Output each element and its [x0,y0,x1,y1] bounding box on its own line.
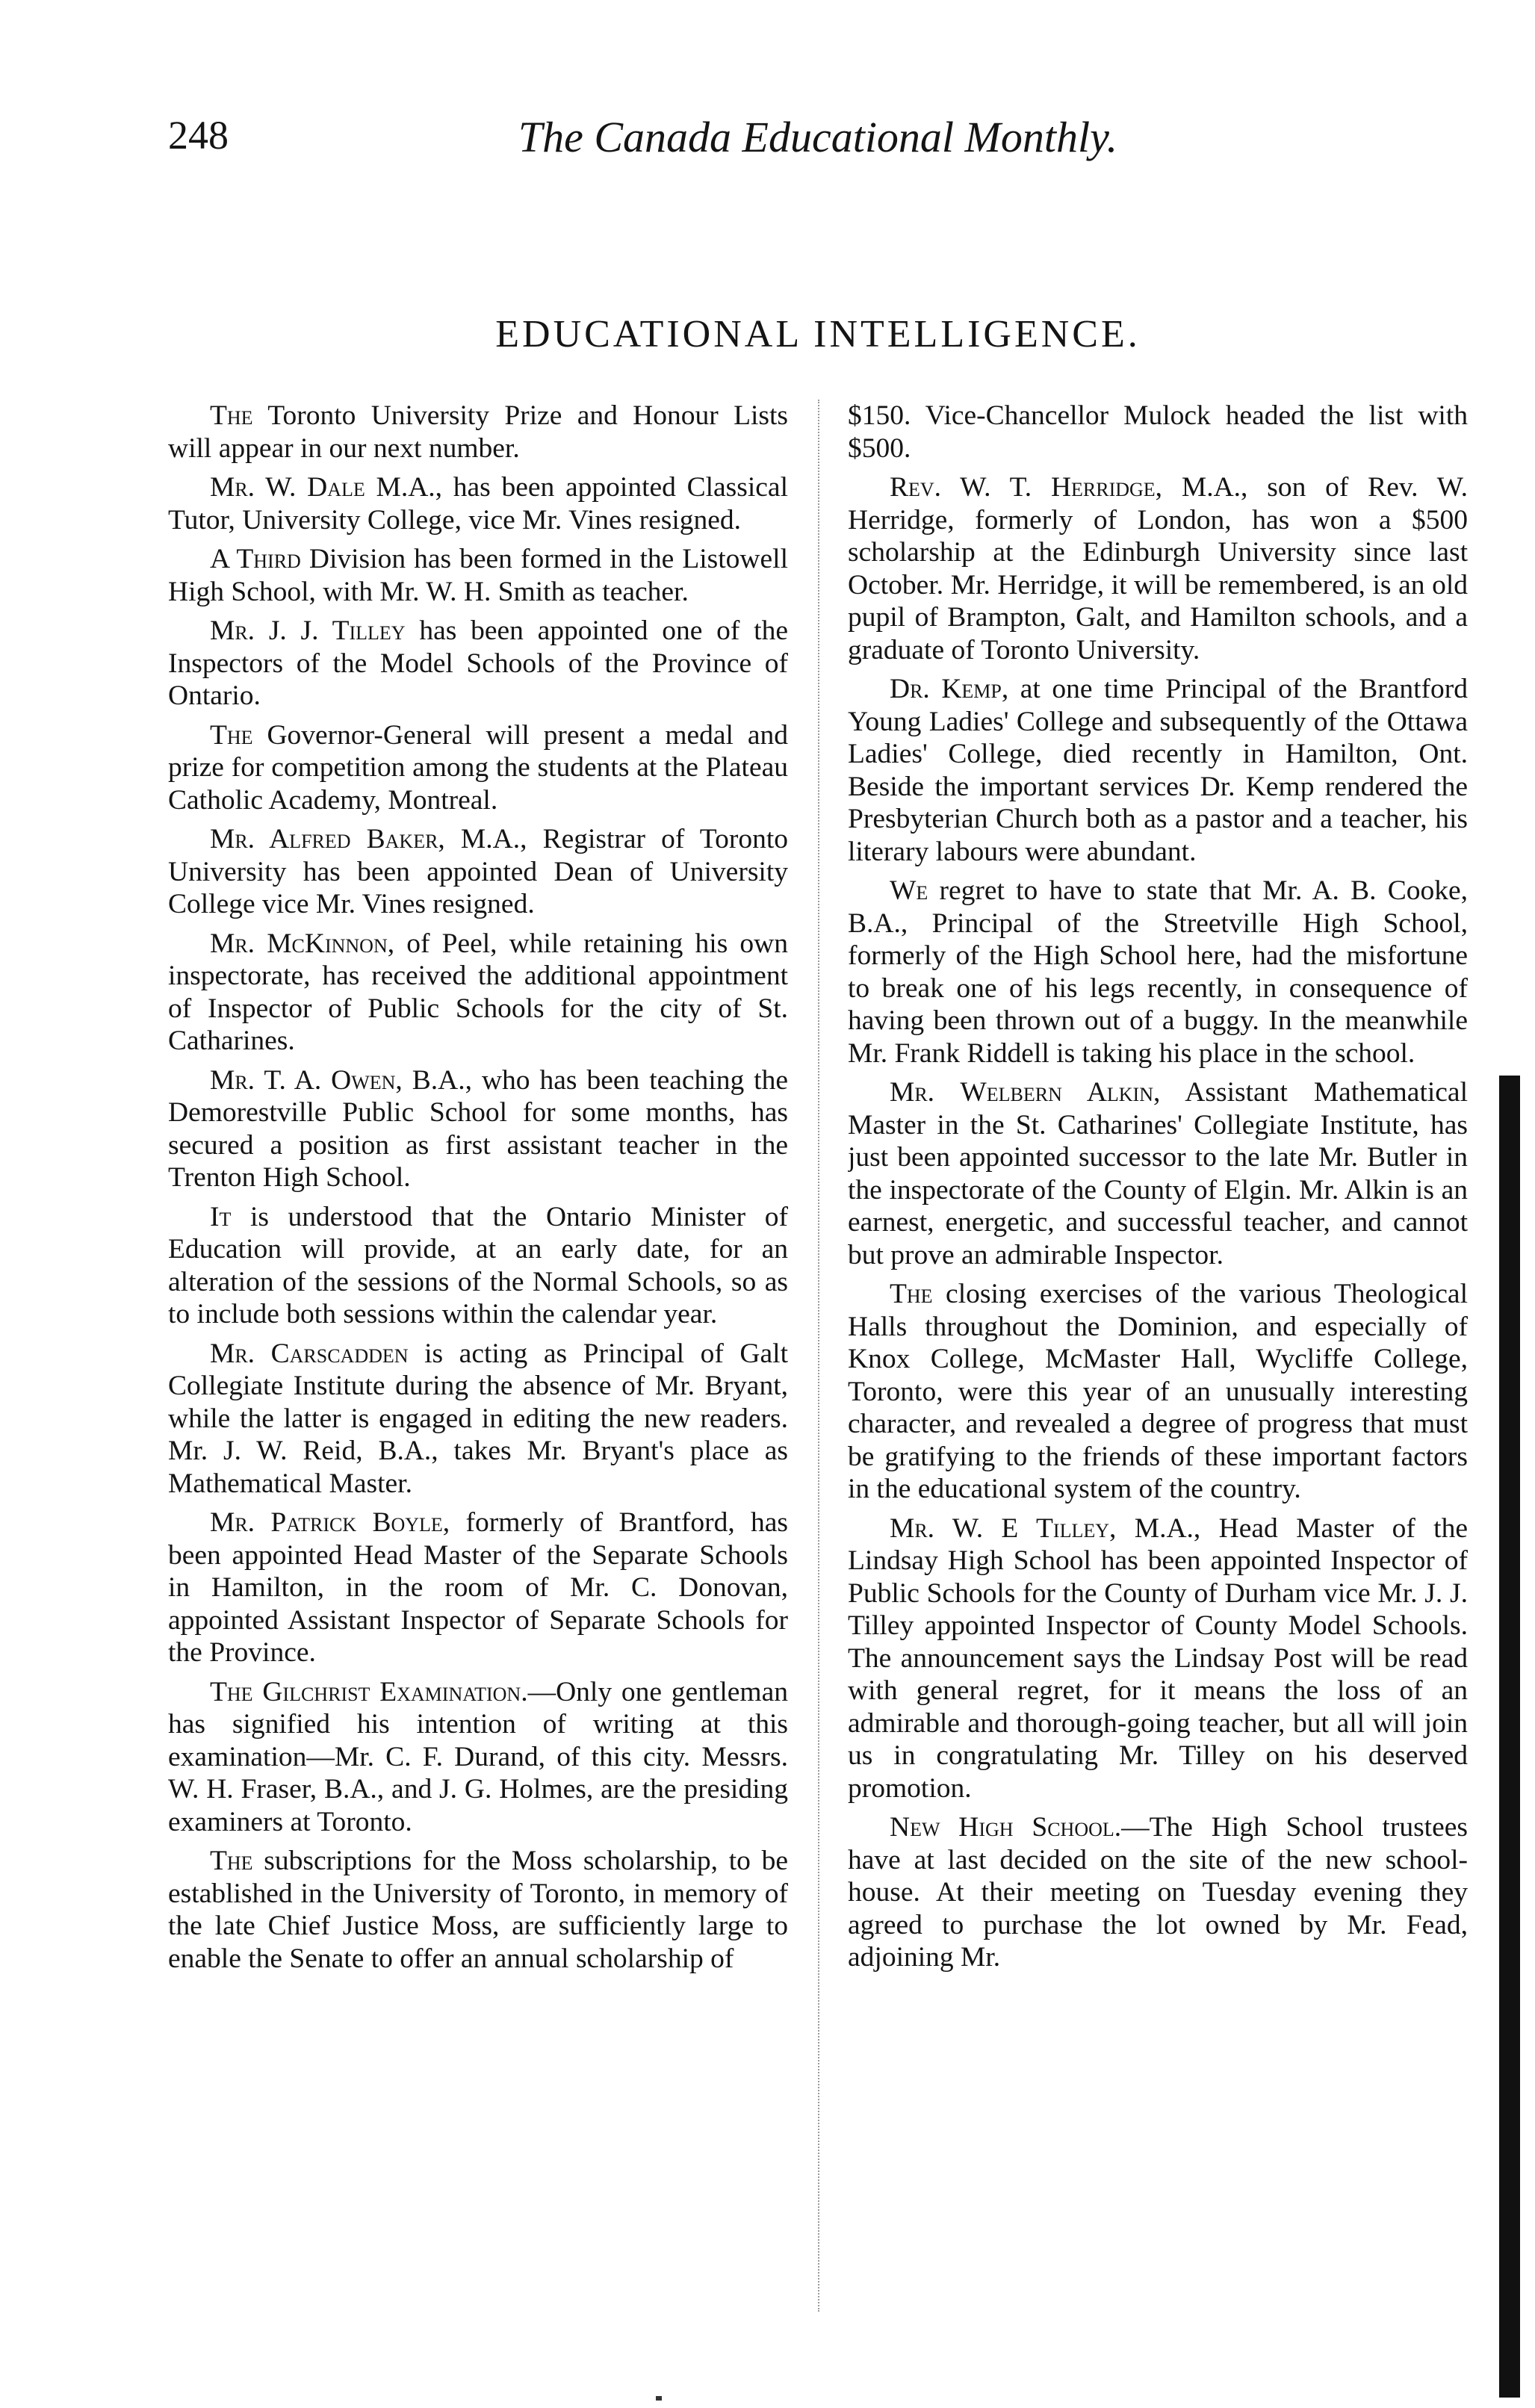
paragraph-lead: Mr. Alfred Baker, [210,824,445,854]
news-paragraph [848,1512,1468,1805]
paragraph-text: M.A., Registrar of Toronto University has been appointed Dean of University College vice Mr. Vines resigned. [168,824,788,919]
news-paragraph [168,1845,788,1975]
news-paragraph [168,1506,788,1669]
column-divider [818,400,821,2312]
news-paragraph [848,1811,1468,1974]
news-paragraph [168,719,788,817]
news-paragraph [168,615,788,713]
paragraph-lead: The [210,400,253,431]
news-paragraph [848,875,1468,1070]
page-header [168,112,1468,179]
section-heading: EDUCATIONAL INTELLIGENCE. [495,313,1141,356]
paragraph-text: —The High School trustees have at last decided on the site of the new school-house. At their meeting on Tuesday evening they agreed to purchase the lot owned by Mr. Fead, adjoining Mr. [848,1812,1468,1973]
news-paragraph [848,1278,1468,1506]
paragraph-lead: Mr. Carscadden [210,1338,409,1369]
paragraph-lead: We [890,875,928,906]
paragraph-lead: Mr. T. A. Owen, [210,1064,403,1096]
paragraph-text: regret to have to state that Mr. A. B. Cooke, B.A., Principal of the Streetville High School, formerly of the High School here, had the misfortune to break one of his legs recently, in consequence of having been thrown out of a buggy. In the meanwhile Mr. Frank Riddell is taking his place in the school. [848,875,1468,1069]
news-paragraph [168,400,788,465]
paragraph-text: is acting as Principal of Galt Collegiate Institute during the absence of Mr. Bryant, while the latter is engaged in editing the new readers. Mr. J. W. Reid, B.A., takes Mr. Bryant's place as Mathematical Master. [168,1338,788,1499]
print-mark [656,2396,662,2401]
paragraph-text: M.A., Head Master of the Lindsay High School has been appointed Inspector of Public Schools for the County of Durham vice Mr. J. J. Tilley appointed Inspector of County Model Schools. The announcement says the Lindsay Post will be read with general regret, for it means the loss of an admirable and thorough-going teacher, but all will join us in congratulating Mr. Tilley on his deserved promotion. [848,1512,1468,1804]
paragraph-lead: A Third [210,544,301,574]
paragraph-lead: Mr. W. Dale [210,472,365,503]
paragraph-lead: The Gilchrist Examination. [210,1676,528,1707]
paragraph-text: subscriptions for the Moss scholarship, to be established in the University of Toronto, in memory of the late Chief Justice Moss, are sufficiently large to enable the Senate to offer an annual scholarship of [168,1846,788,1974]
page-number: 248 [168,113,229,158]
paragraph-text: has been appointed one of the Inspectors of the Model Schools of the Province of Ontario. [168,615,788,711]
news-paragraph [168,1338,788,1501]
paragraph-lead: The [210,719,253,751]
paragraph-text: is understood that the Ontario Minister of Education will provide, at an early date, for an alteration of the sessions of the Normal Schools, so as to include both sessions within the calendar year. [168,1201,788,1329]
paragraph-lead: Mr. J. J. Tilley [210,615,406,646]
paragraph-lead: Rev. W. T. Herridge, [890,472,1163,503]
paragraph-text: formerly of Brantford, has been appointed Head Master of the Separate Schools in Hamilton, in the room of Mr. C. Donovan, appointed Assistant Inspector of Separate Schools for the Province. [168,1507,788,1668]
paragraph-text: at one time Principal of the Brantford Young Ladies' College and subsequently of the Ottawa Ladies' College, died recently in Hamilton, Ont. Beside the important services Dr. Kemp rendered the Presbyterian Church both as a pastor and a teacher, his literary labours were abundant. [848,674,1468,867]
paragraph-text: Governor-General will present a medal and prize for competition among the students at the Plateau Catholic Academy, Montreal. [168,719,788,816]
paragraph-text: M.A., has been appointed Classical Tutor, University College, vice Mr. Vines resigned. [168,472,788,536]
left-column [168,400,788,2312]
news-paragraph [168,1676,788,1839]
running-title: The Canada Educational Monthly. [518,113,1118,161]
news-paragraph [848,400,1468,465]
news-paragraph [168,1064,788,1194]
news-paragraph [848,673,1468,868]
paragraph-text: closing exercises of the various Theological Halls throughout the Dominion, and especially of Knox College, McMaster Hall, Wycliffe College, Toronto, were this year of an unusually interesting character, and revealed a degree of progress that must be gratifying to the friends of these important factors in the educational system of the country. [848,1279,1468,1504]
paragraph-lead: Mr. Patrick Boyle, [210,1507,450,1538]
paragraph-text: Division has been formed in the Listowell High School, with Mr. W. H. Smith as teacher. [168,544,788,607]
paragraph-text: Assistant Mathematical Master in the St. Catharines' Collegiate Institute, has just been appointed successor to the late Mr. Butler in the inspectorate of the County of Elgin. Mr. Alkin is an earnest, energetic, and successful teacher, and cannot but prove an admirable Inspector. [848,1077,1468,1270]
paragraph-text: Toronto University Prize and Honour Lists will appear in our next number. [168,400,788,464]
scan-edge-shadow [1499,1076,1520,2398]
news-paragraph [168,471,788,536]
news-paragraph [168,543,788,608]
news-paragraph [848,1076,1468,1271]
paragraph-lead: Dr. Kemp, [890,674,1009,704]
paragraph-lead: The [890,1279,933,1309]
right-column [848,400,1468,2312]
news-paragraph [168,1201,788,1331]
paragraph-lead: New High School. [890,1812,1122,1843]
paragraph-text: M.A., son of Rev. W. Herridge, formerly of London, has won a $500 scholarship at the Edinburgh University since last October. Mr. Herridge, it will be remembered, is an old pupil of Brampton, Galt, and Hamilton schools, and a graduate of Toronto University. [848,472,1468,665]
paragraph-text: $150. Vice-Chancellor Mulock headed the list with $500. [848,400,1468,464]
paragraph-lead: Mr. McKinnon, [210,928,395,959]
paragraph-lead: It [210,1201,232,1232]
news-paragraph [168,823,788,921]
news-paragraph [848,471,1468,666]
paragraph-lead: The [210,1846,253,1876]
paragraph-text: B.A., who has been teaching the Demorestville Public School for some months, has secured a position as first assistant teacher in the Trenton High School. [168,1064,788,1193]
paragraph-lead: Mr. Welbern Alkin, [890,1077,1161,1108]
news-paragraph [168,928,788,1058]
paragraph-text: of Peel, while retaining his own inspectorate, has received the additional appointment of Inspector of Public Schools for the city of St. Catharines. [168,928,788,1056]
paragraph-lead: Mr. W. E Tilley, [890,1512,1117,1544]
paragraph-text: —Only one gentleman has signified his intention of writing at this examination—Mr. C. F. Durand, of this city. Messrs. W. H. Fraser, B.A., and J. G. Holmes, are the presiding examiners at Toronto. [168,1676,788,1837]
